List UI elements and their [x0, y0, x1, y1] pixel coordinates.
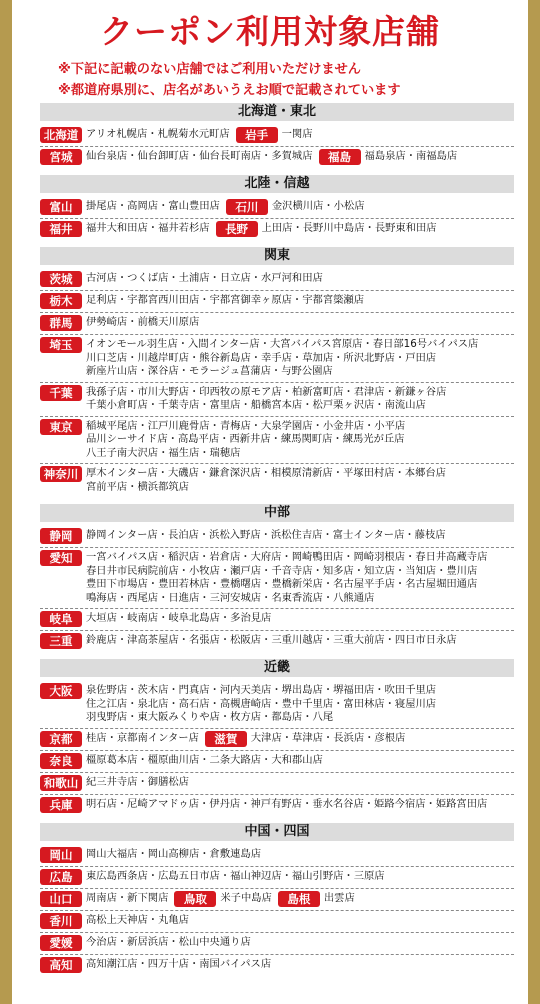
prefecture-group [40, 337, 478, 379]
prefecture-label: 兵庫 [40, 797, 82, 813]
store-names: 鈴鹿店・津高茶屋店・名張店・松阪店・三重川越店・三重大前店・四日市日永店 [86, 634, 457, 646]
prefecture-group [40, 293, 364, 309]
region-header: 北陸・信越 [40, 175, 514, 193]
region-header: 中国・四国 [40, 823, 514, 841]
prefecture-row [40, 845, 514, 867]
note-unlisted: ※下記に記載のない店舗ではご利用いただけません [58, 62, 361, 77]
store-names: 仙台泉店・仙台卸町店・仙台長町南店・多賀城店 [86, 150, 313, 162]
region-section [40, 659, 514, 816]
store-names: 米子中島店 [220, 891, 272, 904]
prefecture-label: 東京 [40, 419, 82, 435]
prefecture-group [40, 891, 168, 907]
prefecture-group [40, 550, 487, 605]
prefecture-label: 群馬 [40, 315, 82, 331]
coupon-store-list [12, 0, 528, 1004]
prefecture-group [40, 731, 199, 747]
prefecture-label: 鳥取 [174, 891, 216, 907]
prefecture-label: 福井 [40, 221, 82, 237]
prefecture-group [40, 466, 446, 494]
prefecture-group [40, 149, 313, 165]
store-names: 桂店・京都南インター店 [86, 731, 199, 744]
prefecture-row [40, 911, 514, 933]
store-names: 厚木インター店・大磯店・鎌倉深沢店・相模原清新店・平塚田村店・本郷台店 宮前平店・横浜都筑店 [86, 467, 446, 493]
prefecture-group [278, 891, 355, 907]
prefecture-group [40, 419, 405, 461]
store-names: 我孫子店・市川大野店・印西牧の原モア店・柏新富町店・君津店・新鎌ヶ谷店 千葉小倉町店・千葉寺店・富里店・船橋宮本店・松戸栗ヶ沢店・南流山店 [86, 385, 447, 411]
prefecture-group [319, 149, 458, 165]
prefecture-group [174, 891, 271, 907]
prefecture-label: 島根 [278, 891, 320, 907]
store-names: 大津店・草津店・長浜店・彦根店 [250, 731, 406, 744]
store-names: 高松上天神店・丸亀店 [86, 913, 189, 926]
store-names: 一宮バイパス店・稲沢店・岩倉店・大府店・岡崎鴨田店・岡崎羽根店・春日井高蔵寺店 春日井市民病院前店・小牧店・瀬戸店・千音寺店・知多店・知立店・当知店・豊川店 豊田下市場店・豊田若林店・豊橋曙店・豊橋新栄店・名古屋平手店・名古屋堀田通店 鳴海店・西尾店・日進店・三河安城店・名東香流店・八熊通店 [86, 551, 488, 604]
prefecture-group [40, 683, 436, 725]
prefecture-row [40, 889, 514, 911]
prefecture-label: 香川 [40, 913, 82, 929]
prefecture-row [40, 147, 514, 168]
region-section [40, 823, 514, 976]
store-names: 高知潮江店・四万十店・南国バイパス店 [86, 957, 272, 970]
store-names: 足利店・宇都宮西川田店・宇都宮御幸ヶ原店・宇都宮簗瀬店 [86, 294, 365, 306]
prefecture-row [40, 729, 514, 751]
note-order: ※都道府県別に、店名があいうえお順で記載されています [58, 83, 401, 98]
prefecture-label: 愛知 [40, 550, 82, 566]
page-title: クーポン利用対象店舗 [100, 12, 440, 51]
store-names: 一関店 [281, 128, 313, 140]
prefecture-row [40, 933, 514, 955]
prefecture-group [40, 127, 230, 143]
prefecture-group [216, 221, 437, 237]
prefecture-row [40, 464, 514, 497]
prefecture-row [40, 291, 514, 313]
store-names: 古河店・つくば店・土浦店・日立店・水戸河和田店 [86, 272, 323, 284]
prefecture-group [205, 731, 405, 747]
prefecture-group [40, 528, 446, 544]
prefecture-label: 愛媛 [40, 935, 82, 951]
store-names: 東広島西条店・広島五日市店・福山神辺店・福山引野店・三原店 [86, 869, 385, 882]
store-names: 福島泉店・南福島店 [364, 150, 458, 162]
prefecture-label: 千葉 [40, 385, 82, 401]
region-section [40, 504, 514, 652]
prefecture-label: 和歌山 [40, 775, 82, 791]
store-names: 明石店・尼崎アマドゥ店・伊丹店・神戸有野店・垂水名谷店・姫路今宿店・姫路宮田店 [86, 797, 488, 810]
store-names: 出雲店 [323, 891, 355, 904]
prefecture-label: 奈良 [40, 753, 82, 769]
region-header: 中部 [40, 504, 514, 522]
prefecture-group [40, 753, 323, 769]
prefecture-group [40, 935, 251, 951]
prefecture-group [40, 869, 385, 885]
region-header: 近畿 [40, 659, 514, 677]
prefecture-label: 広島 [40, 869, 82, 885]
prefecture-group [40, 913, 189, 929]
prefecture-label: 石川 [226, 199, 268, 215]
prefecture-label: 岡山 [40, 847, 82, 863]
prefecture-label: 栃木 [40, 293, 82, 309]
prefecture-label: 神奈川 [40, 466, 82, 482]
store-names: 福井大和田店・福井若杉店 [86, 222, 210, 234]
region-header: 関東 [40, 247, 514, 265]
prefecture-label: 長野 [216, 221, 258, 237]
region-section [40, 175, 514, 240]
prefecture-group [40, 221, 210, 237]
prefecture-row [40, 631, 514, 652]
prefecture-label: 山口 [40, 891, 82, 907]
prefecture-row [40, 681, 514, 729]
prefecture-label: 高知 [40, 957, 82, 973]
prefecture-row [40, 955, 514, 976]
prefecture-group [40, 797, 487, 813]
prefecture-label: 岩手 [236, 127, 278, 143]
prefecture-row [40, 773, 514, 795]
prefecture-row [40, 795, 514, 816]
prefecture-group [40, 271, 323, 287]
store-names: アリオ札幌店・札幌菊水元町店 [86, 128, 230, 140]
prefecture-group [236, 127, 313, 143]
store-names: 今治店・新居浜店・松山中央通り店 [86, 935, 251, 948]
prefecture-row [40, 313, 514, 335]
prefecture-row [40, 335, 514, 383]
prefecture-label: 京都 [40, 731, 82, 747]
prefecture-group [226, 199, 365, 215]
prefecture-row [40, 548, 514, 609]
prefecture-label: 埼玉 [40, 337, 82, 353]
prefecture-label: 岐阜 [40, 611, 82, 627]
prefecture-group [40, 847, 261, 863]
store-names: 岡山大福店・岡山高柳店・倉敷連島店 [86, 847, 262, 860]
store-names: 金沢横川店・小松店 [271, 200, 365, 212]
prefecture-group [40, 633, 457, 649]
prefecture-group [40, 957, 271, 973]
prefecture-group [40, 315, 199, 331]
prefecture-group [40, 385, 446, 413]
store-names: 紀三井寺店・御膳松店 [86, 775, 189, 788]
prefecture-row [40, 751, 514, 773]
prefecture-row [40, 383, 514, 417]
store-names: 周南店・新下関店 [86, 891, 169, 904]
store-names: 泉佐野店・茨木店・門真店・河内天美店・堺出島店・堺福田店・吹田千里店 住之江店・泉北店・高石店・高槻唐崎店・豊中千里店・富田林店・寝屋川店 羽曳野店・東大阪みくりや店・枚方店・都島店・八尾 [86, 684, 437, 723]
store-names: 上田店・長野川中島店・長野東和田店 [261, 222, 437, 234]
store-names: 橿原葛本店・橿原曲川店・二条大路店・大和郡山店 [86, 753, 323, 766]
region-section [40, 103, 514, 168]
store-names: 伊勢崎店・前橋天川原店 [86, 316, 200, 328]
region-section [40, 247, 514, 497]
prefecture-label: 宮城 [40, 149, 82, 165]
prefecture-label: 富山 [40, 199, 82, 215]
store-list [40, 103, 514, 983]
prefecture-group [40, 199, 220, 215]
store-names: イオンモール羽生店・入間インター店・大宮バイパス宮原店・春日部16号バイパス店 川口芝店・川越岸町店・熊谷新島店・幸手店・草加店・所沢北野店・戸田店 新座片山店・深谷店・モラージュ菖蒲店・与野公園店 [86, 338, 479, 377]
store-names: 掛尾店・高岡店・富山豊田店 [86, 200, 220, 212]
prefecture-label: 滋賀 [205, 731, 247, 747]
prefecture-row [40, 219, 514, 240]
store-names: 静岡インター店・長泊店・浜松入野店・浜松住吉店・富士インター店・藤枝店 [86, 529, 446, 541]
store-names: 稲城平尾店・江戸川鹿骨店・青梅店・大泉学園店・小金井店・小平店 品川シーサイド店・高島平店・西新井店・練馬関町店・練馬光が丘店 八王子南大沢店・福生店・瑞穂店 [86, 419, 406, 459]
prefecture-label: 北海道 [40, 127, 82, 143]
prefecture-row [40, 197, 514, 219]
prefecture-label: 大阪 [40, 683, 82, 699]
region-header: 北海道・東北 [40, 103, 514, 121]
store-names: 大垣店・岐南店・岐阜北島店・多治見店 [86, 612, 272, 624]
prefecture-label: 福島 [319, 149, 361, 165]
prefecture-label: 三重 [40, 633, 82, 649]
prefecture-label: 静岡 [40, 528, 82, 544]
prefecture-row [40, 417, 514, 465]
prefecture-group [40, 775, 189, 791]
prefecture-row [40, 609, 514, 631]
prefecture-group [40, 611, 271, 627]
prefecture-row [40, 526, 514, 548]
prefecture-row [40, 269, 514, 291]
prefecture-row [40, 125, 514, 147]
prefecture-label: 茨城 [40, 271, 82, 287]
prefecture-row [40, 867, 514, 889]
